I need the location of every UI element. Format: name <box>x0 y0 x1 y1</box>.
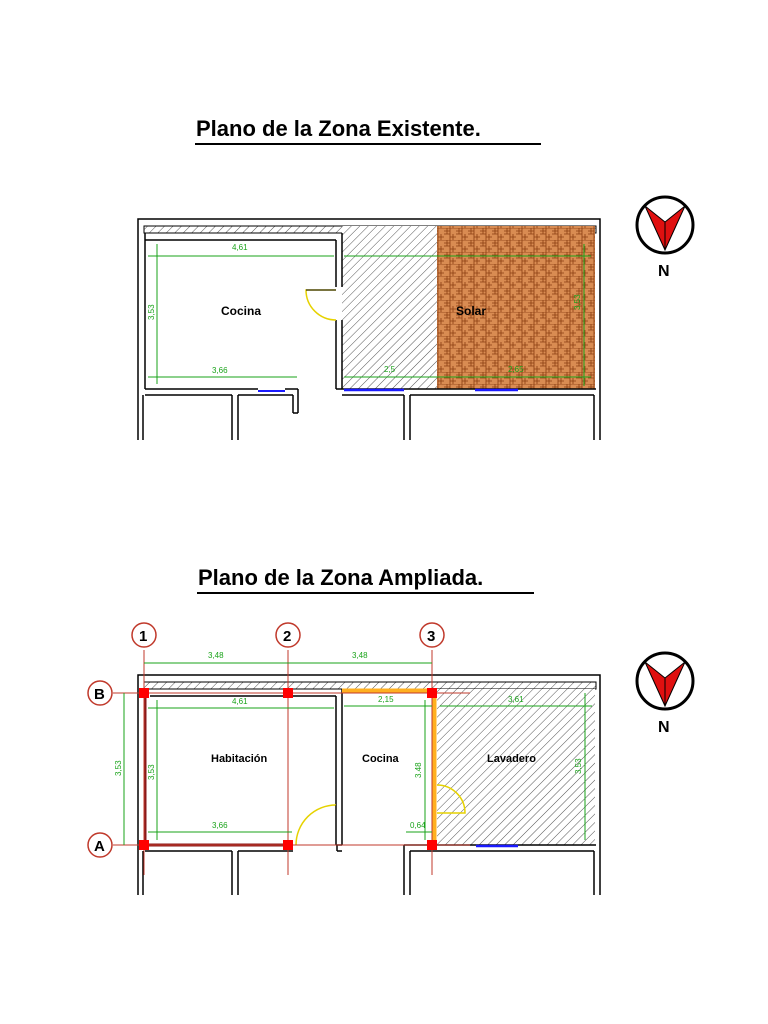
plan2-dim-bed-left: 3,53 <box>147 764 156 780</box>
axis-label-1: 1 <box>139 628 148 645</box>
plan2-dim-laundry-top: 3,61 <box>508 695 524 704</box>
plan1-dim-yard-right: 3,53 <box>573 294 582 310</box>
column-b2 <box>283 688 293 698</box>
plan2-dim-kitchen-top: 2,15 <box>378 695 394 704</box>
plan2-dim-axis-1-2: 3,48 <box>208 651 224 660</box>
column-a1 <box>139 840 149 850</box>
north-arrow-1 <box>637 197 693 280</box>
plan1-dim-bottom: 3,66 <box>212 366 228 375</box>
plan1-room-kitchen: Cocina <box>221 304 262 318</box>
plan2-dim-bed-top: 4,61 <box>232 697 248 706</box>
axis-label-3: 3 <box>427 628 436 645</box>
plan2-axis-markers <box>88 623 444 857</box>
plan2-room-laundry: Lavadero <box>487 753 536 765</box>
axis-label-a: A <box>94 838 105 855</box>
plan1-dim-yard-bottom2: 2,65 <box>508 365 524 374</box>
north-label: N <box>658 263 670 280</box>
plan2-top-wall-hatch <box>144 682 596 689</box>
plan2 <box>88 623 600 895</box>
plan2-dim-axis-2-3: 3,48 <box>352 651 368 660</box>
plan2-dim-door: 0,64 <box>410 821 426 830</box>
axis-label-2: 2 <box>283 628 292 645</box>
plan1-dim-top: 4,61 <box>232 243 248 252</box>
column-b3 <box>427 688 437 698</box>
column-a2 <box>283 840 293 850</box>
north-label: N <box>658 719 670 736</box>
plan1-door-icon <box>306 290 336 320</box>
column-a3 <box>427 840 437 850</box>
plan2-dim-kitchen-right: 3.48 <box>414 762 423 778</box>
plan2-dim-bed-bottom: 3,66 <box>212 821 228 830</box>
plan2-room-kitchen: Cocina <box>362 753 399 765</box>
plan1-title: Plano de la Zona Existente. <box>196 116 481 141</box>
plan2-laundry-hatch <box>437 689 595 845</box>
north-arrow-2 <box>637 653 693 736</box>
plan2-room-bedroom: Habitación <box>211 753 268 765</box>
plan2-title: Plano de la Zona Ampliada. <box>198 565 484 590</box>
plan1-dim-yard-bottom: 2,5 <box>384 365 396 374</box>
column-b1 <box>139 688 149 698</box>
plan1-dim-left: 3,53 <box>147 304 156 320</box>
plan2-dim-outer-left: 3,53 <box>114 760 123 776</box>
plan1-room-yard: Solar <box>456 304 487 318</box>
plan2-door-bedroom-icon <box>296 805 336 845</box>
plan1 <box>138 219 600 440</box>
plan2-dim-laundry-right: 3,53 <box>574 758 583 774</box>
axis-label-b: B <box>94 686 105 703</box>
